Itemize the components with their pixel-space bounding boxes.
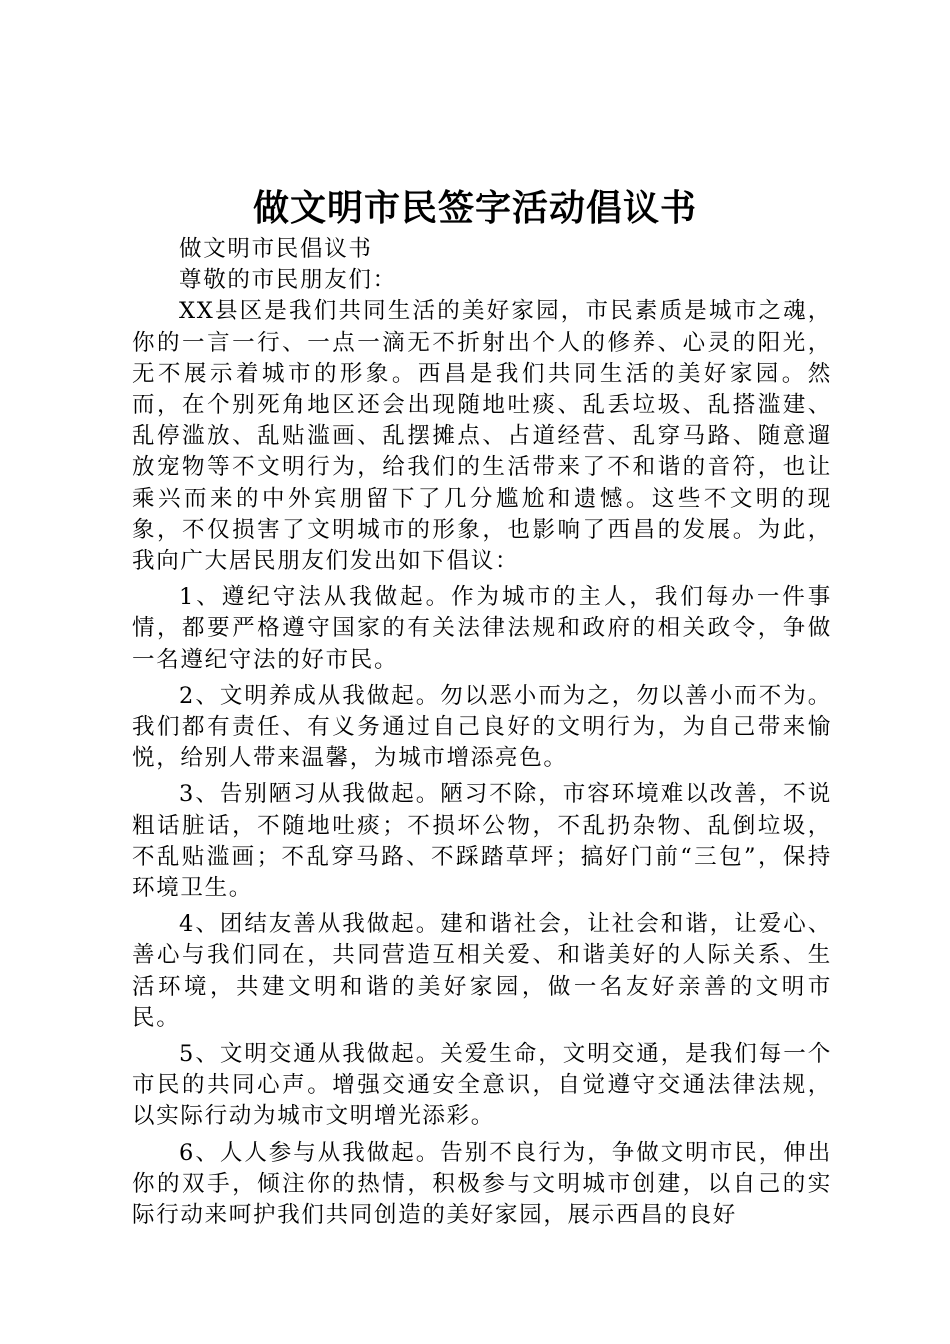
document-title: 做文明市民签字活动倡议书 — [252, 187, 697, 229]
document-body — [132, 234, 832, 1231]
proposal-paragraph-6: 6、人人参与从我做起。告别不良行为，争做文明市民，伸出你的双手，倾注你的热情，积极参与文明城市创建，以自己的实际行动来呵护我们共同创造的美好家园，展示西昌的良好 — [132, 1139, 832, 1229]
proposal-paragraph-5: 5、文明交通从我做起。关爱生命，文明交通，是我们每一个市民的共同心声。增强交通安全意识，自觉遵守交通法律法规，以实际行动为城市文明增光添彩。 — [132, 1041, 832, 1130]
intro-paragraph: XX县区是我们共同生活的美好家园，市民素质是城市之魂，你的一言一行、一点一滴无不折射出个人的修养、心灵的阳光，无不展示着城市的形象。西昌是我们共同生活的美好家园。然而，在个别死角地区还会出现随地吐痰、乱丢垃圾、乱搭滥建、乱停滥放、乱贴滥画、乱摆摊点、占道经营、乱穿马路、随意遛放宠物等不文明行为，给我们的生活带来了不和谐的音符，也让乘兴而来的中外宾朋留下了几分尴尬和遗憾。这些不文明的现象，不仅损害了文明城市的形象，也影响了西昌的发展。为此，我向广大居民朋友们发出如下倡议： — [132, 298, 832, 575]
subtitle-paragraph: 做文明市民倡议书 — [179, 236, 373, 262]
salutation-paragraph: 尊敬的市民朋友们： — [179, 267, 397, 294]
proposal-paragraph-1: 1、遵纪守法从我做起。作为城市的主人，我们每办一件事情，都要严格遵守国家的有关法律法规和政府的相关政令，争做一名遵纪守法的好市民。 — [132, 584, 832, 673]
proposal-paragraph-3: 3、告别陋习从我做起。陋习不除，市容环境难以改善，不说粗话脏话，不随地吐痰；不损坏公物，不乱扔杂物、乱倒垃圾，不乱贴滥画；不乱穿马路、不踩踏草坪；搞好门前“三包”，保持环境卫生。 — [132, 781, 832, 902]
proposal-paragraph-2: 2、文明养成从我做起。勿以恶小而为之，勿以善小而不为。我们都有责任、有义务通过自己良好的文明行为，为自己带来愉悦，给别人带来温馨，为城市增添亮色。 — [132, 682, 832, 772]
proposal-paragraph-4: 4、团结友善从我做起。建和谐社会，让社会和谐，让爱心、善心与我们同在，共同营造互相关爱、和谐美好的人际关系、生活环境，共建文明和谐的美好家园，做一名友好亲善的文明市民。 — [132, 911, 832, 1031]
